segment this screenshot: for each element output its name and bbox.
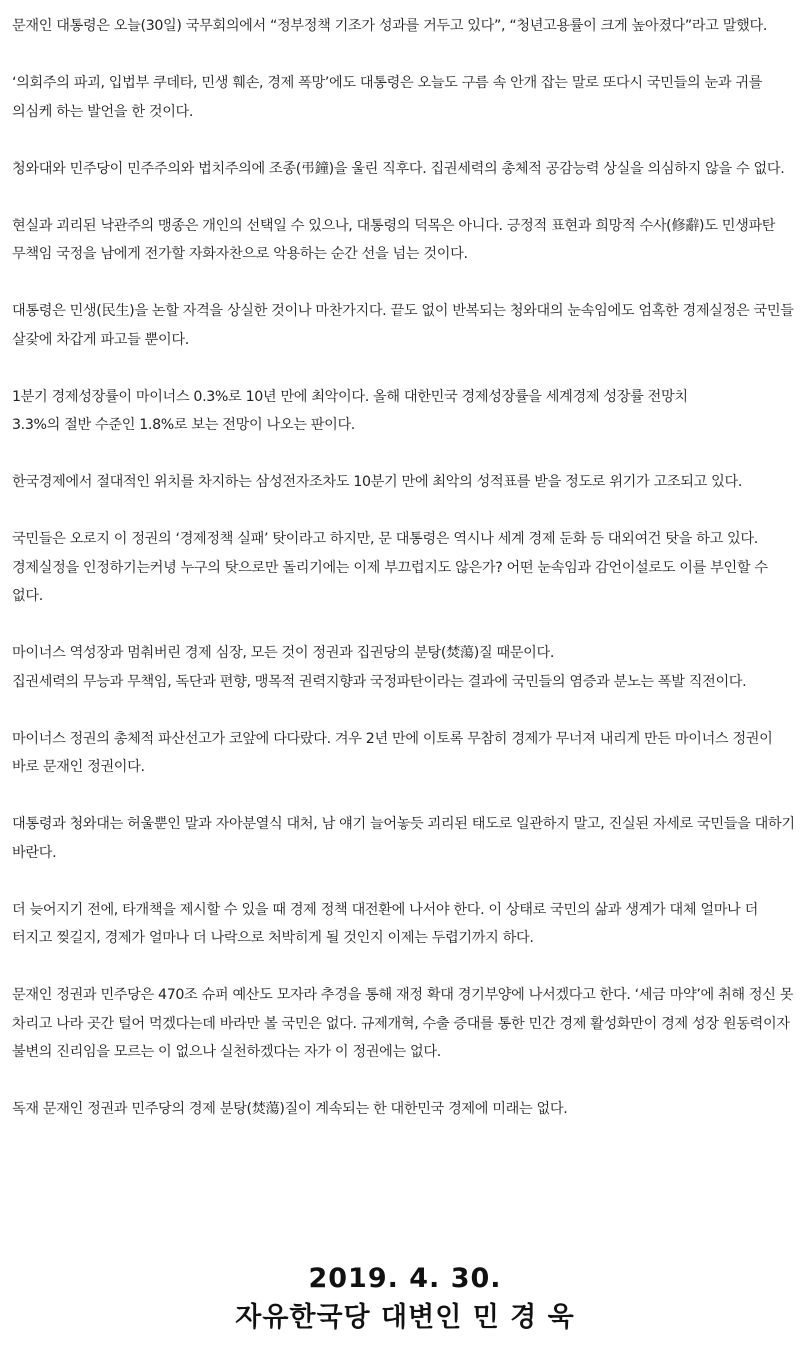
paragraph-7: 한국경제에서 절대적인 위치를 차지하는 삼성전자조차도 10분기 만에 최악의 성적표를 받을 정도로 위기가 고조되고 있다. bbox=[12, 474, 742, 490]
paragraph-4: 현실과 괴리된 낙관주의 맹종은 개인의 선택일 수 있으나, 대통령의 덕목은 아니다. 긍정적 표현과 희망적 수사(修辭)도 민생파탄 무책임 국정을 남에게 전가할 자화자찬으로 악용하는 순간 선을 넘는 것이다. bbox=[12, 217, 776, 262]
signature-block bbox=[0, 1262, 810, 1338]
paragraph-5: 대통령은 민생(民生)을 논할 자격을 상실한 것이나 마찬가지다. 끝도 없이 반복되는 청와대의 눈속임에도 엄혹한 경제실정은 국민들 살갗에 차갑게 파고들 뿐이다. bbox=[12, 303, 794, 348]
paragraph-15: 독재 문재인 정권과 민주당의 경제 분탕(焚蕩)질이 계속되는 한 대한민국 경제에 미래는 없다. bbox=[12, 1101, 568, 1117]
paragraph-1: 문재인 대통령은 오늘(30일) 국무회의에서 “정부정책 기조가 성과를 거두고 있다”, “청년고용률이 크게 높아졌다”라고 말했다. bbox=[12, 18, 768, 34]
paragraph-6: 1분기 경제성장률이 마이너스 0.3%로 10년 만에 최악이다. 올해 대한민국 경제성장률을 세계경제 성장률 전망치 3.3%의 절반 수준인 1.8%로 보는 전망이 나오는 판이다. bbox=[12, 388, 688, 433]
paragraph-2: ‘의회주의 파괴, 입법부 쿠데타, 민생 훼손, 경제 폭망’에도 대통령은 오늘도 구름 속 안개 잡는 말로 또다시 국민들의 눈과 귀를 의심케 하는 발언을 한 것이다. bbox=[12, 75, 763, 120]
paragraph-12: 대통령과 청와대는 허울뿐인 말과 자아분열식 대처, 남 얘기 늘어놓듯 괴리된 태도로 일관하지 말고, 진실된 자세로 국민들을 대하기 바란다. bbox=[12, 816, 795, 861]
paragraph-13: 더 늦어지기 전에, 타개책을 제시할 수 있을 때 경제 정책 대전환에 나서야 한다. 이 상태로 국민의 삶과 생계가 대체 얼마나 더 터지고 찢길지, 경제가 얼마나 더 나락으로 처박히게 될 것인지 이제는 두렵기까지 하다. bbox=[12, 901, 758, 946]
paragraph-11: 마이너스 정권의 총체적 파산선고가 코앞에 다다랐다. 겨우 2년 만에 이토록 무참히 경제가 무너져 내리게 만든 마이너스 정권이 바로 문재인 정권이다. bbox=[12, 730, 773, 775]
spokesperson-name: 자유한국당 대변인 민 경 욱 bbox=[235, 1302, 575, 1333]
paragraph-3: 청와대와 민주당이 민주주의와 법치주의에 조종(弔鐘)을 울린 직후다. 집권세력의 총체적 공감능력 상실을 의심하지 않을 수 없다. bbox=[12, 160, 785, 177]
paragraph-8: 국민들은 오로지 이 정권의 ‘경제정책 실패’ 탓이라고 하지만, 문 대통령은 역시나 세계 경제 둔화 등 대외여건 탓을 하고 있다. 경제실정을 인정하기는커녕 누구의 탓으로만 돌리기에는 이제 부끄럽지도 않은가? 어떤 눈속임과 감언이설로도 이를 부인할 수 없다. bbox=[12, 531, 768, 604]
paragraph-10: 집권세력의 무능과 무책임, 독단과 편향, 맹목적 권력지향과 국정파탄이라는 결과에 국민들의 염증과 분노는 폭발 직전이다. bbox=[12, 673, 747, 690]
statement-date: 2019. 4. 30. bbox=[308, 1263, 502, 1294]
paragraph-9: 마이너스 역성장과 멈춰버린 경제 심장, 모든 것이 정권과 집권당의 분탕(焚蕩)질 때문이다. bbox=[12, 645, 555, 661]
paragraph-14: 문재인 정권과 민주당은 470조 슈퍼 예산도 모자라 추경을 통해 재정 확대 경기부양에 나서겠다고 한다. ‘세금 마약’에 취해 정신 못 차리고 나라 곳간 털어 먹겠다는데 바라만 볼 국민은 없다. 규제개혁, 수출 증대를 통한 민간 경제 활성화만이 경제 성장 원동력이자 불변의 진리임을 모르는 이 없으나 실천하겠다는 자가 이 정권에는 없다. bbox=[12, 987, 794, 1060]
